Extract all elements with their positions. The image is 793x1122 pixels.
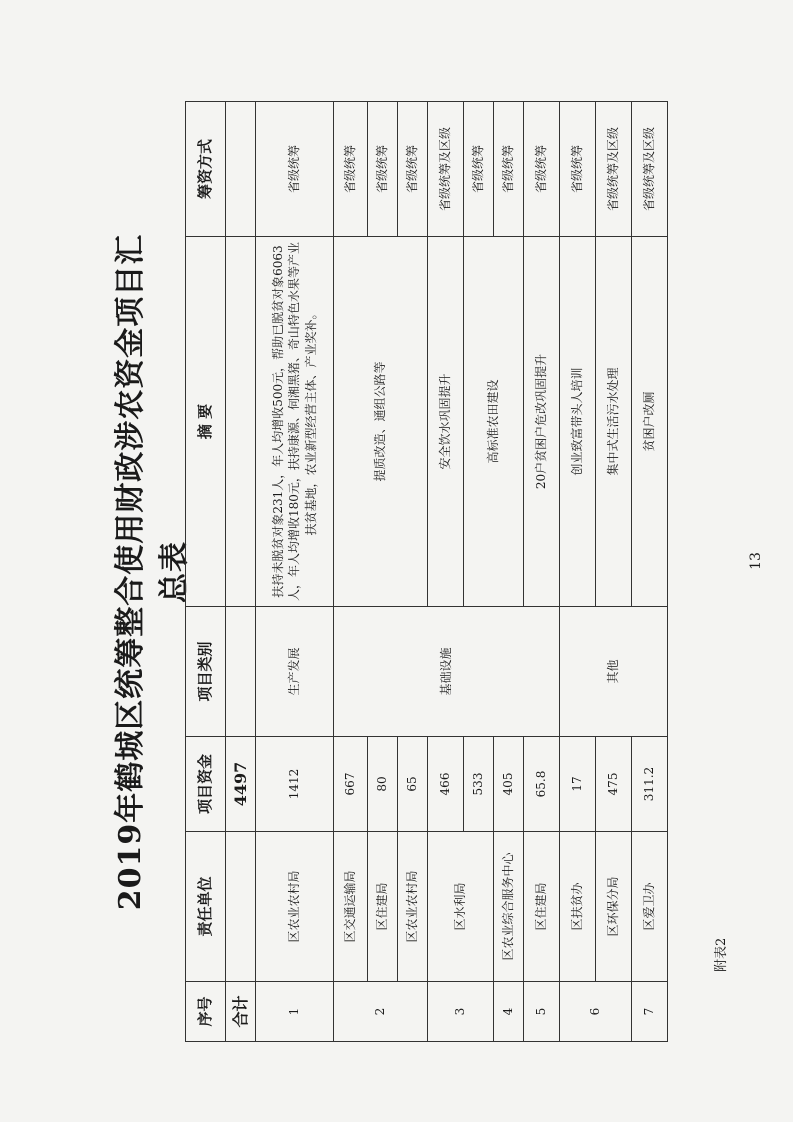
- table-header-row: [186, 102, 226, 1042]
- table-row: 2 区交通运输局 667 基础设施 提质改造、通组公路等 省级统筹: [334, 102, 368, 1042]
- header-method: 筹资方式: [186, 102, 226, 237]
- table-row: 1 区农业农村局 1412 生产发展 扶持未脱贫对象231人，年人均增收500元，帮助已脱贫对象6063人，年人均增收180元，扶持康源、伺湘黑猪、奇山特色水果等产业扶贫基地，农业新型经营主体、产业奖补。 省级统筹: [256, 102, 334, 1042]
- category-infrastructure: 基础设施: [334, 607, 560, 737]
- table-row: 6 区扶贫办 17 其他 创业致富带头人培训 省级统筹: [560, 102, 596, 1042]
- total-fund: 4497: [226, 737, 256, 832]
- header-summary: 摘 要: [186, 237, 226, 607]
- table-row: 533 高标准农田建设 省级统筹: [464, 102, 494, 1042]
- table-row: 区农业农村局 65 省级统筹: [398, 102, 428, 1042]
- header-fund: 项目资金: [186, 737, 226, 832]
- table-row: 4 区农业综合服务中心 405 省级统筹: [494, 102, 524, 1042]
- category-other: 其他: [560, 607, 668, 737]
- page-number: 13: [748, 552, 764, 570]
- table-row: 区环保分局 475 集中式生活污水处理 省级统筹及区级: [596, 102, 632, 1042]
- total-label: 合计: [226, 982, 256, 1042]
- table-row: 区住建局 80 省级统筹: [368, 102, 398, 1042]
- header-category: 项目类别: [186, 607, 226, 737]
- header-unit: 责任单位: [186, 832, 226, 982]
- table-row: 7 区爱卫办 311.2 贫困户改厕 省级统筹及区级: [632, 102, 668, 1042]
- total-row: [226, 102, 256, 1042]
- appendix-caption: 附表2: [714, 937, 729, 972]
- table-row: 3 区水利局 466 安全饮水巩固提升 省级统筹及区级: [428, 102, 464, 1042]
- header-seq: 序号: [186, 982, 226, 1042]
- page-title: 2019年鹤城区统筹整合使用财政涉农资金项目汇总表: [113, 233, 192, 911]
- table-row: 5 区住建局 65.8 20户贫困户危改巩固提升 省级统筹: [524, 102, 560, 1042]
- project-summary-table: [185, 101, 668, 1042]
